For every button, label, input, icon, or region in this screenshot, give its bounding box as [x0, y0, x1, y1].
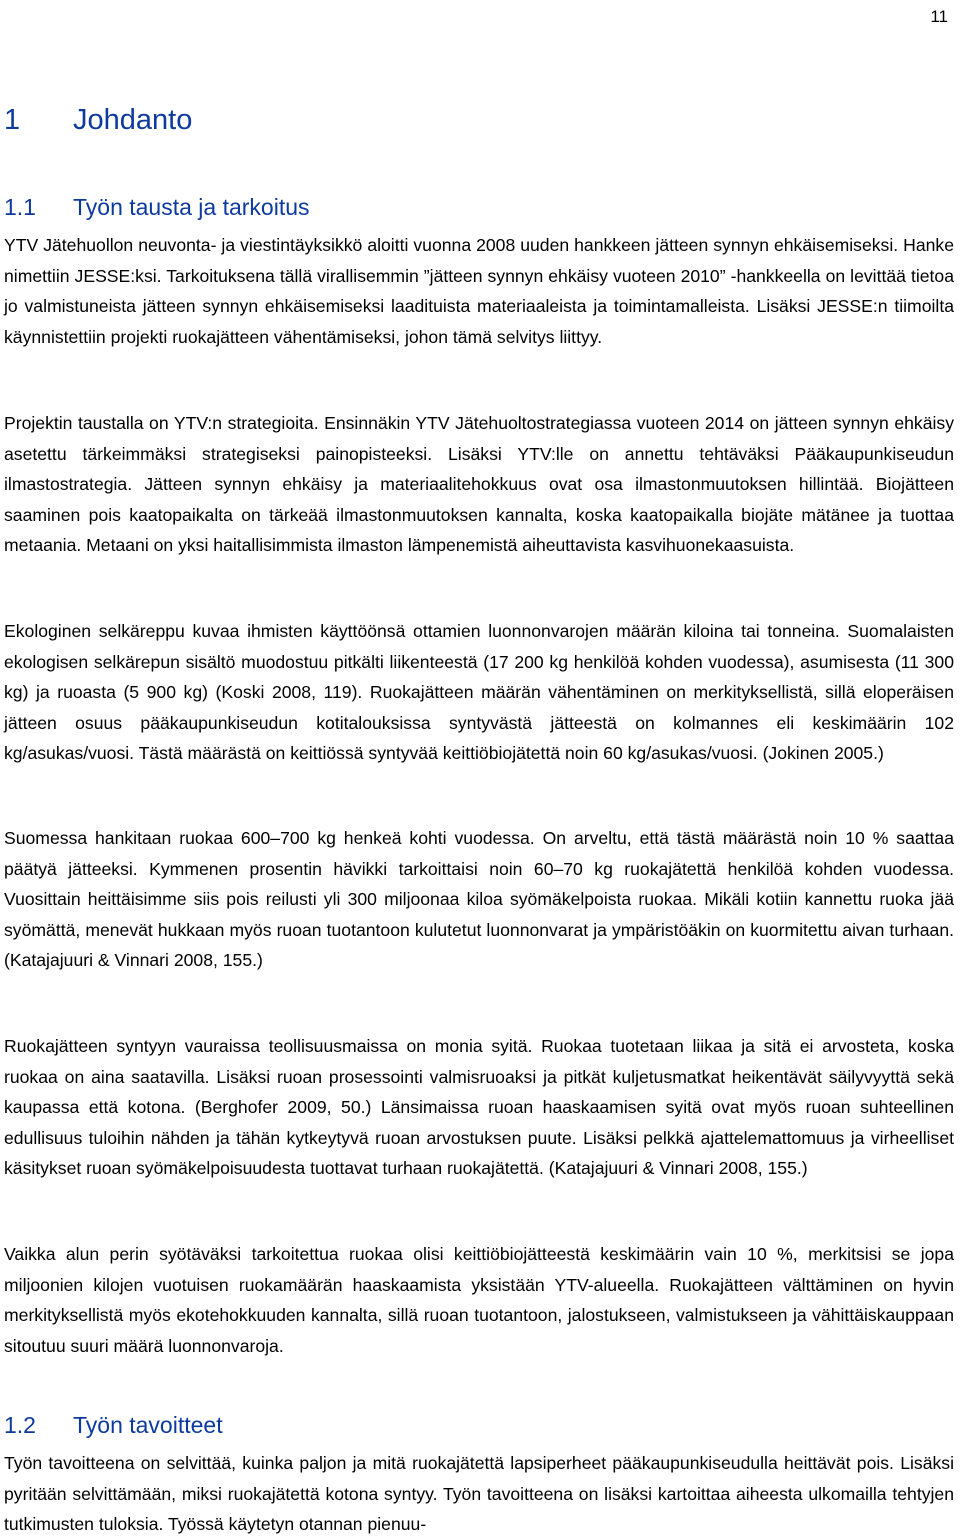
section-number: 1.1 [4, 194, 36, 220]
chapter-number: 1 [4, 104, 21, 136]
section-heading-1-1 [4, 192, 310, 222]
section-heading-1-2 [4, 1410, 223, 1440]
paragraph: YTV Jätehuollon neuvonta- ja viestintäyksikkö aloitti vuonna 2008 uuden hankkeen jätteen synnyn ehkäisemiseksi. Hanke nimettiin JESSE:ksi. Tarkoituksena tällä virallisemmin ”jätteen synnyn ehkäisy vuoteen 2010” -hankkeella on levittää tietoa jo valmistuneista jätteen synnyn ehkäisemiseksi laadituista materiaaleista ja toimintamalleista. Lisäksi JESSE:n tiimoilta käynnistettiin projekti ruokajätteen vähentämiseksi, johon tämä selvitys liittyy. [4, 235, 954, 347]
chapter-heading [4, 102, 192, 138]
paragraph: Työn tavoitteena on selvittää, kuinka paljon ja mitä ruokajätettä lapsiperheet pääkaupunkiseudulla heittävät pois. Lisäksi pyritään selvittämään, miksi ruokajätettä kotona syntyy. Työn tavoitteena on lisäksi kartoittaa aiheesta ulkomailla tehtyjen tutkimusten tuloksia. Työssä käytetyn otannan pienuu- [4, 1453, 954, 1534]
section-number: 1.2 [4, 1412, 36, 1438]
paragraph: Ekologinen selkäreppu kuvaa ihmisten käyttöönsä ottamien luonnonvarojen määrän kiloina tai tonneina. Suomalaisten ekologisen selkärepun sisältö muodostuu pitkälti liikenteestä (17 200 kg henkilöä kohden vuodessa), asumisesta (11 300 kg) ja ruoasta (5 900 kg) (Koski 2008, 119). Ruokajätteen määrän vähentäminen on merkityksellistä, sillä eloperäisen jätteen osuus pääkaupunkiseudun kotitalouksissa syntyvästä jätteestä on kolmannes eli keskimäärin 102 kg/asukas/vuosi. Tästä määrästä on keittiössä syntyvää keittiöbiojätettä noin 60 kg/asukas/vuosi. (Jokinen 2005.) [4, 621, 954, 763]
paragraph: Vaikka alun perin syötäväksi tarkoitettua ruokaa olisi keittiöbiojätteestä keskimäärin vain 10 %, merkitsisi se jopa miljoonien kilojen vuotuisen ruokamäärän haaskaamista yksistään YTV-alueella. Ruokajätteen välttäminen on hyvin merkityksellistä myös ekotehokkuuden kannalta, sillä ruoan tuotantoon, jalostukseen, valmistukseen ja vähittäiskauppaan sitoutuu suuri määrä luonnonvaroja. [4, 1244, 954, 1356]
paragraph: Projektin taustalla on YTV:n strategioita. Ensinnäkin YTV Jätehuoltostrategiassa vuoteen 2014 on jätteen synnyn ehkäisy asetettu tärkeimmäksi strategiseksi painopisteeksi. Lisäksi YTV:lle on annettu tehtäväksi Pääkaupunkiseudun ilmastostrategia. Jätteen synnyn ehkäisy ja materiaalitehokkuus ovat osa ilmastonmuutoksen hillintää. Biojätteen saaminen pois kaatopaikalta on tärkeää ilmastonmuutoksen kannalta, koska kaatopaikalla biojäte mätänee ja tuottaa metaania. Metaani on yksi haitallisimmista ilmaston lämpenemistä aiheuttavista kasvihuonekaasuista. [4, 413, 954, 555]
chapter-title: Johdanto [73, 104, 193, 136]
paragraph: Ruokajätteen syntyyn vauraissa teollisuusmaissa on monia syitä. Ruokaa tuotetaan liikaa ja sitä ei arvosteta, koska ruokaa on aina saatavilla. Lisäksi ruoan prosessointi valmisruoaksi ja pitkät kuljetusmatkat heikentävät säilyvyyttä sekä kaupassa että kotona. (Berghofer 2009, 50.) Länsimaissa ruoan haaskaamisen syitä ovat myös ruoan suhteellinen edullisuus tuloihin nähden ja tähän kytkeytyvä ruoan arvostuksen puute. Lisäksi pelkkä ajattelemattomuus ja virheelliset käsitykset ruoan syömäkelpoisuudesta tuottavat turhaan ruokajätettä. (Katajajuuri & Vinnari 2008, 155.) [4, 1036, 954, 1178]
section-title: Työn tavoitteet [73, 1412, 223, 1438]
section-title: Työn tausta ja tarkoitus [73, 194, 310, 220]
page-number: 11 [930, 7, 948, 26]
paragraph: Suomessa hankitaan ruokaa 600–700 kg henkeä kohti vuodessa. On arveltu, että tästä määrästä noin 10 % saattaa päätyä jätteeksi. Kymmenen prosentin hävikki tarkoittaisi noin 60–70 kg ruokajätettä henkilöä kohden vuodessa. Vuosittain heittäisimme siis pois reilusti yli 300 miljoonaa kiloa syömäkelpoista ruokaa. Mikäli kotiin kannettu ruoka jää syömättä, menevät hukkaan myös ruoan tuotantoon kulutetut luonnonvarat ja ympäristöäkin on kuormitettu aivan turhaan. (Katajajuuri & Vinnari 2008, 155.) [4, 828, 954, 970]
